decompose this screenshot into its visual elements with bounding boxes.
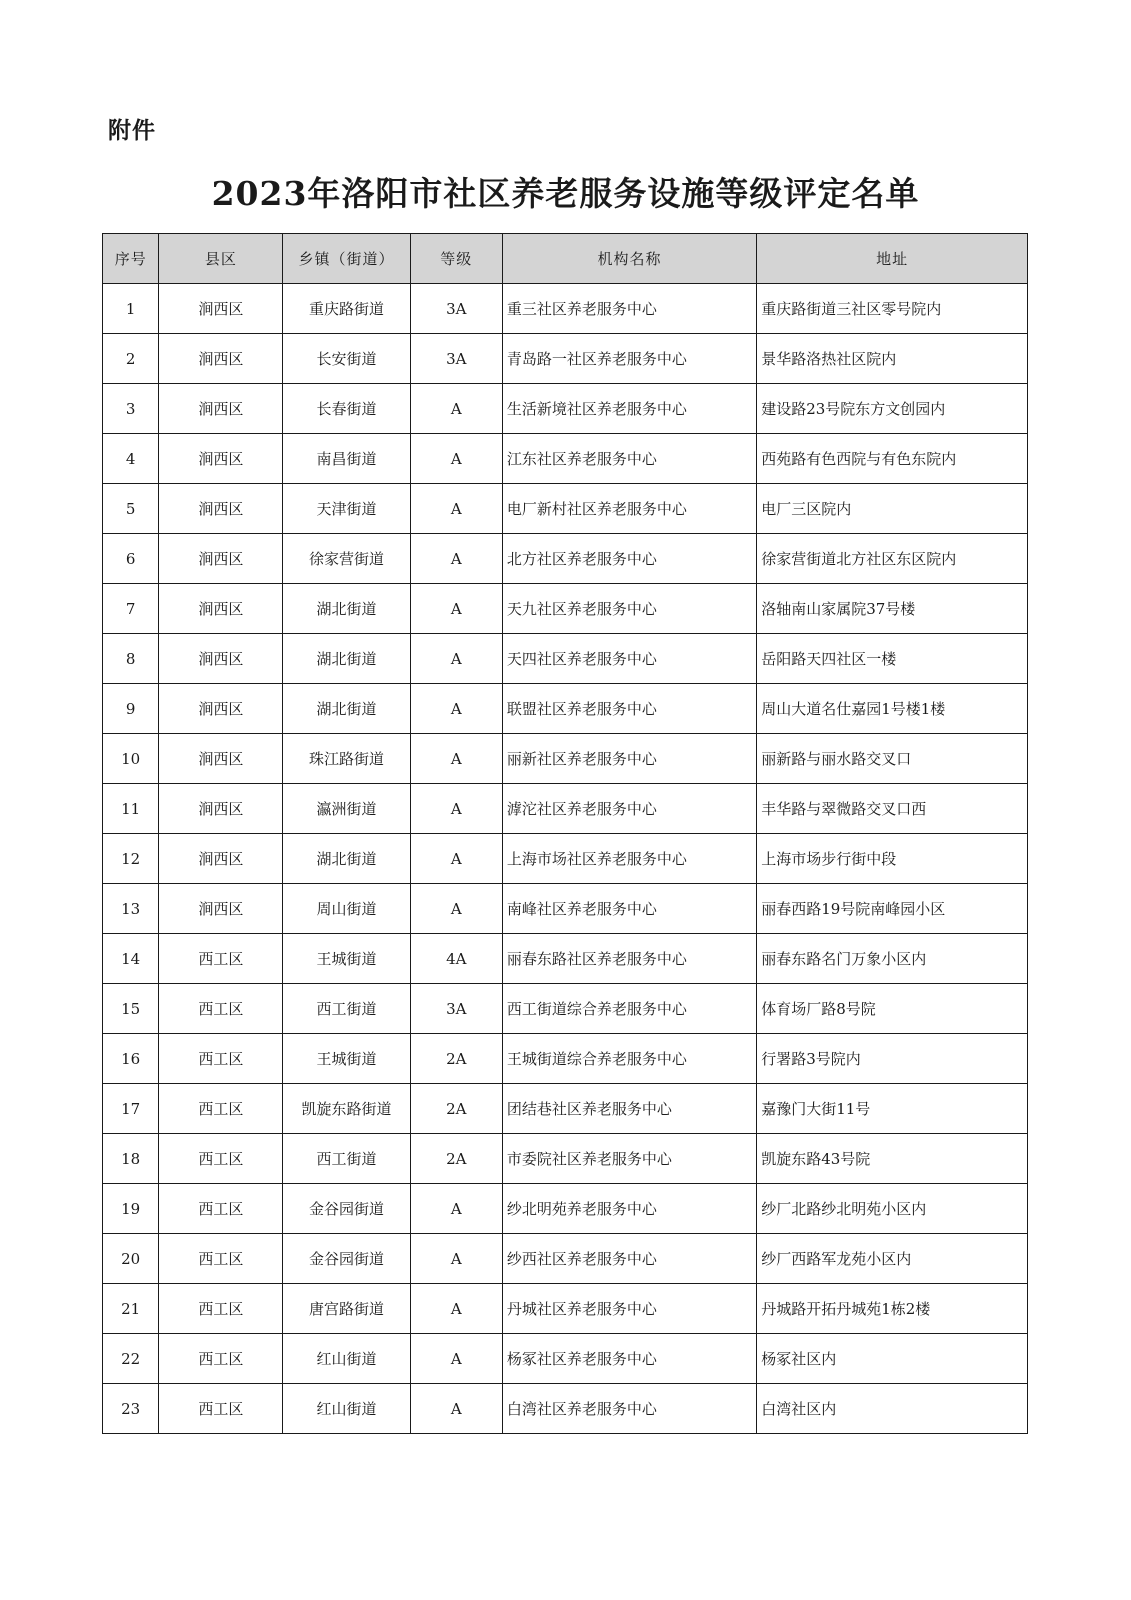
table-row [103,384,1028,434]
cell-street: 徐家营街道 [283,534,410,584]
table-row [103,934,1028,984]
cell-county: 西工区 [159,1184,283,1234]
cell-grade: 2A [410,1034,502,1084]
cell-address: 重庆路街道三社区零号院内 [757,284,1028,334]
cell-institution: 青岛路一社区养老服务中心 [502,334,756,384]
cell-street: 金谷园街道 [283,1234,410,1284]
cell-index: 1 [103,284,159,334]
cell-county: 西工区 [159,1034,283,1084]
cell-street: 珠江路街道 [283,734,410,784]
table-row [103,734,1028,784]
facility-rating-table [102,233,1028,1434]
cell-institution: 杨冢社区养老服务中心 [502,1334,756,1384]
cell-grade: A [410,734,502,784]
column-header-institution: 机构名称 [502,234,756,284]
cell-county: 西工区 [159,1134,283,1184]
cell-address: 凯旋东路43号院 [757,1134,1028,1184]
cell-county: 涧西区 [159,834,283,884]
cell-county: 西工区 [159,1284,283,1334]
cell-institution: 丽春东路社区养老服务中心 [502,934,756,984]
cell-street: 湖北街道 [283,834,410,884]
table-row [103,884,1028,934]
cell-county: 涧西区 [159,284,283,334]
cell-index: 16 [103,1034,159,1084]
table-row [103,784,1028,834]
cell-grade: 3A [410,984,502,1034]
cell-street: 金谷园街道 [283,1184,410,1234]
cell-street: 唐宫路街道 [283,1284,410,1334]
cell-index: 14 [103,934,159,984]
table-row [103,634,1028,684]
cell-address: 电厂三区院内 [757,484,1028,534]
cell-street: 长春街道 [283,384,410,434]
cell-county: 西工区 [159,934,283,984]
cell-institution: 王城街道综合养老服务中心 [502,1034,756,1084]
cell-institution: 白湾社区养老服务中心 [502,1384,756,1434]
cell-index: 2 [103,334,159,384]
cell-county: 涧西区 [159,784,283,834]
cell-grade: 2A [410,1134,502,1184]
cell-street: 湖北街道 [283,584,410,634]
cell-street: 长安街道 [283,334,410,384]
cell-address: 纱厂北路纱北明苑小区内 [757,1184,1028,1234]
cell-address: 丹城路开拓丹城苑1栋2楼 [757,1284,1028,1334]
table-row [103,334,1028,384]
cell-grade: A [410,584,502,634]
cell-address: 体育场厂路8号院 [757,984,1028,1034]
cell-institution: 电厂新村社区养老服务中心 [502,484,756,534]
cell-institution: 丽新社区养老服务中心 [502,734,756,784]
cell-institution: 丹城社区养老服务中心 [502,1284,756,1334]
cell-grade: A [410,634,502,684]
cell-grade: A [410,684,502,734]
cell-grade: A [410,384,502,434]
cell-county: 涧西区 [159,534,283,584]
cell-grade: A [410,1184,502,1234]
table-row [103,684,1028,734]
cell-county: 涧西区 [159,334,283,384]
cell-county: 西工区 [159,984,283,1034]
table-row [103,1134,1028,1184]
cell-county: 涧西区 [159,584,283,634]
cell-county: 涧西区 [159,634,283,684]
cell-address: 纱厂西路军龙苑小区内 [757,1234,1028,1284]
cell-index: 21 [103,1284,159,1334]
table-row [103,484,1028,534]
cell-institution: 纱西社区养老服务中心 [502,1234,756,1284]
cell-county: 西工区 [159,1234,283,1284]
cell-institution: 生活新境社区养老服务中心 [502,384,756,434]
cell-grade: 4A [410,934,502,984]
cell-county: 涧西区 [159,684,283,734]
cell-institution: 纱北明苑养老服务中心 [502,1184,756,1234]
document-title: 2023年洛阳市社区养老服务设施等级评定名单 [211,174,920,213]
cell-index: 19 [103,1184,159,1234]
cell-index: 9 [103,684,159,734]
table-row [103,434,1028,484]
cell-index: 4 [103,434,159,484]
cell-address: 洛轴南山家属院37号楼 [757,584,1028,634]
table-row [103,1334,1028,1384]
cell-street: 王城街道 [283,1034,410,1084]
cell-street: 南昌街道 [283,434,410,484]
cell-street: 王城街道 [283,934,410,984]
cell-institution: 团结巷社区养老服务中心 [502,1084,756,1134]
table-row [103,584,1028,634]
cell-street: 凯旋东路街道 [283,1084,410,1134]
cell-index: 18 [103,1134,159,1184]
cell-grade: A [410,1284,502,1334]
cell-county: 涧西区 [159,434,283,484]
cell-index: 3 [103,384,159,434]
table-body [103,284,1028,1434]
table-row [103,1384,1028,1434]
cell-grade: 3A [410,284,502,334]
cell-street: 周山街道 [283,884,410,934]
cell-county: 西工区 [159,1334,283,1384]
table-row [103,984,1028,1034]
cell-street: 西工街道 [283,1134,410,1184]
cell-institution: 西工街道综合养老服务中心 [502,984,756,1034]
cell-county: 涧西区 [159,884,283,934]
cell-address: 嘉豫门大街11号 [757,1084,1028,1134]
cell-index: 10 [103,734,159,784]
cell-index: 11 [103,784,159,834]
cell-grade: A [410,884,502,934]
column-header-street: 乡镇（街道） [283,234,410,284]
table-header-row [103,234,1028,284]
cell-address: 丽春东路名门万象小区内 [757,934,1028,984]
cell-street: 红山街道 [283,1334,410,1384]
cell-county: 涧西区 [159,384,283,434]
cell-institution: 联盟社区养老服务中心 [502,684,756,734]
cell-address: 建设路23号院东方文创园内 [757,384,1028,434]
cell-street: 瀛洲街道 [283,784,410,834]
cell-address: 景华路洛热社区院内 [757,334,1028,384]
cell-address: 丰华路与翠微路交叉口西 [757,784,1028,834]
cell-index: 13 [103,884,159,934]
cell-institution: 南峰社区养老服务中心 [502,884,756,934]
cell-index: 22 [103,1334,159,1384]
cell-grade: A [410,834,502,884]
table-row [103,834,1028,884]
cell-grade: A [410,784,502,834]
cell-grade: 2A [410,1084,502,1134]
table-row [103,534,1028,584]
cell-address: 丽春西路19号院南峰园小区 [757,884,1028,934]
cell-index: 23 [103,1384,159,1434]
cell-index: 20 [103,1234,159,1284]
cell-county: 涧西区 [159,734,283,784]
cell-institution: 天九社区养老服务中心 [502,584,756,634]
cell-institution: 滹沱社区养老服务中心 [502,784,756,834]
cell-index: 7 [103,584,159,634]
cell-institution: 天四社区养老服务中心 [502,634,756,684]
cell-address: 丽新路与丽水路交叉口 [757,734,1028,784]
cell-address: 西苑路有色西院与有色东院内 [757,434,1028,484]
cell-street: 红山街道 [283,1384,410,1434]
cell-grade: A [410,1334,502,1384]
cell-index: 12 [103,834,159,884]
cell-grade: A [410,1234,502,1284]
column-header-county: 县区 [159,234,283,284]
cell-grade: 3A [410,334,502,384]
column-header-index: 序号 [103,234,159,284]
table-row [103,1234,1028,1284]
cell-grade: A [410,534,502,584]
cell-grade: A [410,1384,502,1434]
cell-index: 8 [103,634,159,684]
column-header-grade: 等级 [410,234,502,284]
column-header-address: 地址 [757,234,1028,284]
cell-address: 岳阳路天四社区一楼 [757,634,1028,684]
cell-address: 上海市场步行街中段 [757,834,1028,884]
cell-address: 徐家营街道北方社区东区院内 [757,534,1028,584]
cell-grade: A [410,434,502,484]
cell-street: 湖北街道 [283,684,410,734]
cell-street: 重庆路街道 [283,284,410,334]
cell-index: 6 [103,534,159,584]
cell-institution: 重三社区养老服务中心 [502,284,756,334]
attachment-label: 附件 [108,118,156,144]
table-row [103,1084,1028,1134]
cell-county: 涧西区 [159,484,283,534]
cell-index: 5 [103,484,159,534]
cell-grade: A [410,484,502,534]
table-row [103,1184,1028,1234]
cell-institution: 北方社区养老服务中心 [502,534,756,584]
cell-street: 西工街道 [283,984,410,1034]
cell-county: 西工区 [159,1084,283,1134]
cell-address: 行署路3号院内 [757,1034,1028,1084]
cell-address: 周山大道名仕嘉园1号楼1楼 [757,684,1028,734]
cell-institution: 上海市场社区养老服务中心 [502,834,756,884]
table-row [103,1034,1028,1084]
cell-index: 17 [103,1084,159,1134]
cell-institution: 江东社区养老服务中心 [502,434,756,484]
cell-address: 白湾社区内 [757,1384,1028,1434]
cell-street: 天津街道 [283,484,410,534]
table-row [103,284,1028,334]
cell-county: 西工区 [159,1384,283,1434]
table-row [103,1284,1028,1334]
cell-address: 杨冢社区内 [757,1334,1028,1384]
cell-street: 湖北街道 [283,634,410,684]
cell-institution: 市委院社区养老服务中心 [502,1134,756,1184]
cell-index: 15 [103,984,159,1034]
